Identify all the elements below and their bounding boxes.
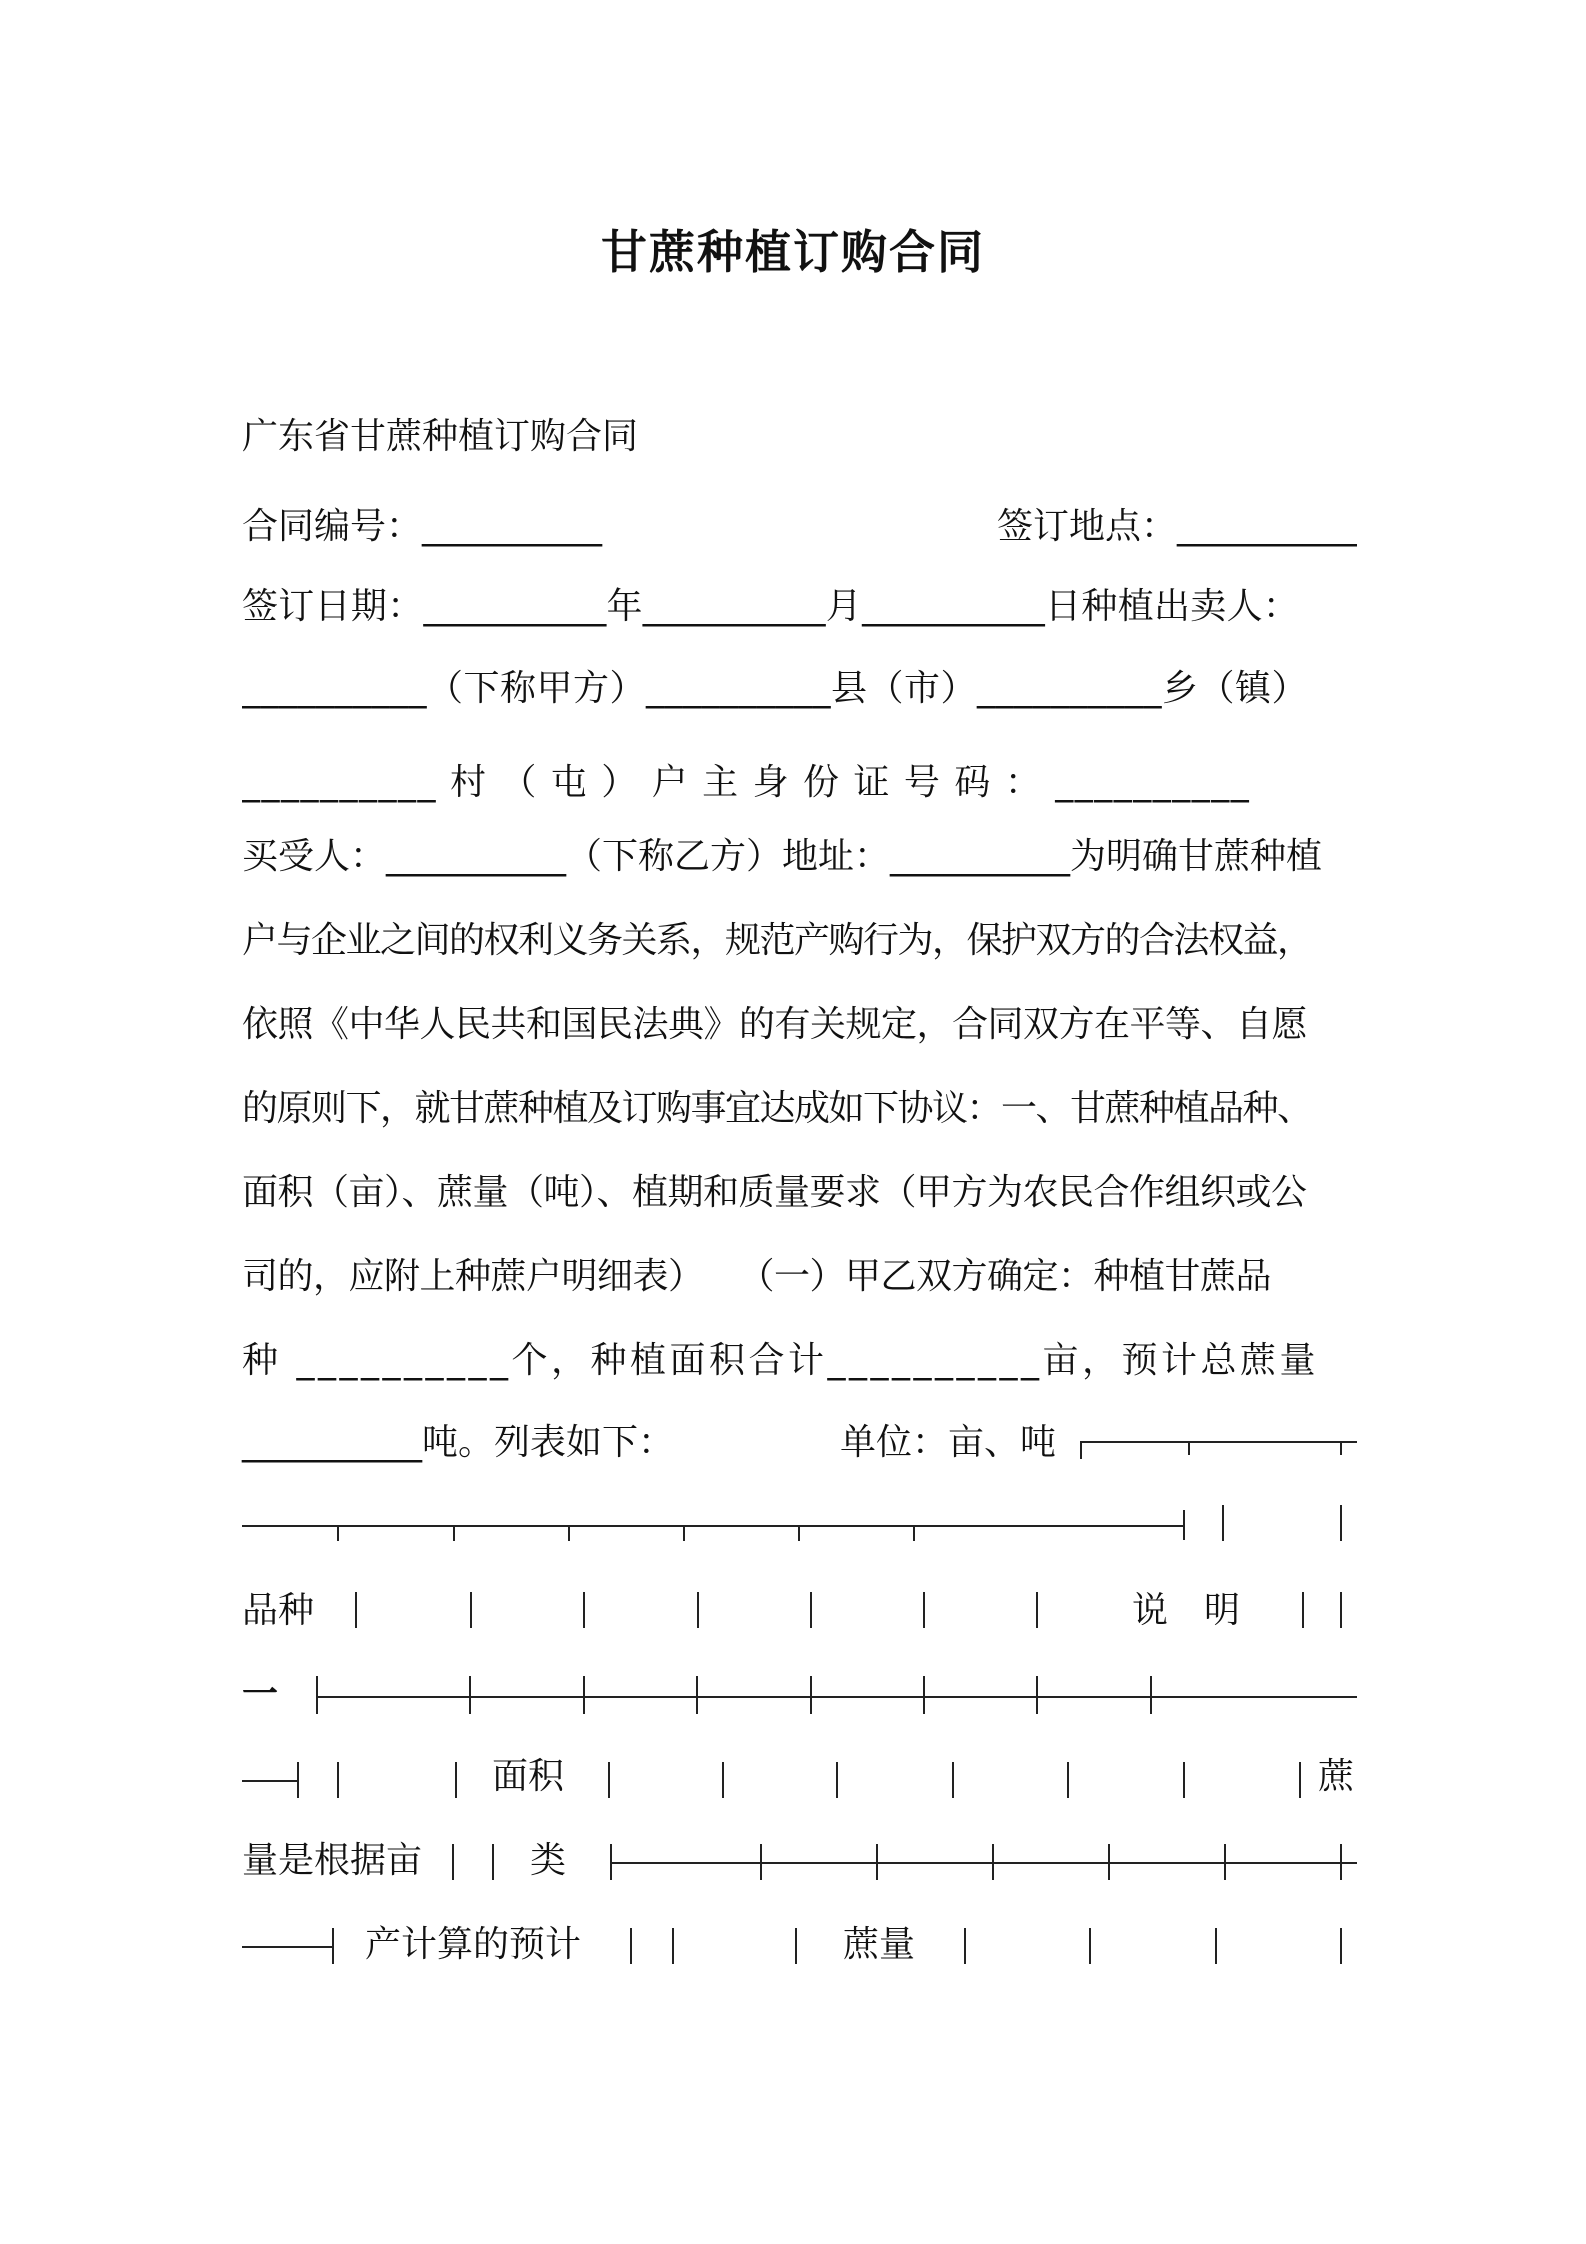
table-rule [455,1762,457,1798]
sign-place-field: 签订地点：__________ [996,506,1357,547]
table-rule [1183,1510,1185,1540]
table-cell-cane-amount: 蔗量 [843,1924,916,1965]
table-rule [1340,1928,1342,1964]
body-line-4: 买受人：__________（下称乙方）地址：__________为明确甘蔗种植 [242,836,1323,877]
table-rule [913,1525,915,1541]
table-cell-basis: 量是根据亩 [242,1840,423,1881]
table-rule [453,1525,455,1541]
table-rule [297,1762,299,1798]
table-rule [1215,1928,1217,1964]
table-rule [452,1844,454,1880]
subtitle: 广东省甘蔗种植订购合同 [242,416,639,457]
table-rule [337,1762,339,1798]
table-rule [1080,1441,1082,1459]
table-rule [583,1592,585,1628]
table-cell-calc: 产计算的预计 [365,1924,582,1965]
unit-label: 单位：亩、吨 [840,1422,1057,1463]
table-rule [1340,1505,1342,1541]
table-rule [964,1928,966,1964]
table-rule [952,1762,954,1798]
table-rule [1150,1676,1152,1714]
table-rule [316,1696,1357,1698]
table-rule [798,1525,800,1541]
table-rule [992,1844,994,1880]
table-rule [722,1762,724,1798]
table-rule [242,1780,297,1782]
table-rule [492,1844,494,1880]
table-rule [583,1676,585,1714]
table-rule [672,1928,674,1964]
table-rule [242,1946,332,1948]
table-rule [696,1676,698,1714]
contract-header-row [242,502,1357,552]
contract-number-field: 合同编号：__________ [242,506,603,547]
table-rule [337,1525,339,1541]
table-rule [683,1525,685,1541]
table-rule [610,1844,612,1880]
table-rule [316,1676,318,1714]
list-intro: __________吨。列表如下： [242,1422,675,1463]
table-rule [332,1928,334,1964]
table-rule [1036,1592,1038,1628]
table-rule [923,1676,925,1714]
table-rule [1188,1441,1190,1455]
table-rule [610,1862,1357,1864]
table-rule [242,1525,1185,1527]
table-rule [355,1592,357,1628]
table-rule [810,1592,812,1628]
table-cell-kind: 类 [530,1840,567,1881]
table-rule [1340,1441,1342,1455]
table-rule [470,1592,472,1628]
table-rule [923,1592,925,1628]
table-rule [697,1592,699,1628]
table-rule [1340,1844,1342,1880]
body-line-3: __________ 村 （ 屯 ） 户 主 身 份 证 号 码 ： __________ [242,762,1251,803]
body-line-9: 司的，应附上种蔗户明细表） （一）甲乙双方确定：种植甘蔗品 [242,1256,1272,1297]
table-rule [1089,1928,1091,1964]
body-line-5: 户与企业之间的权利义务关系，规范产购行为，保护双方的合法权益， [242,920,1312,961]
body-line-8: 面积（亩）、蔗量（吨）、植期和质量要求（甲方为农民合作组织或公 [242,1172,1307,1213]
table-rule [1340,1592,1342,1628]
table-cell-cane: 蔗 [1318,1756,1355,1797]
table-cell-explain: 说 明 [1132,1590,1241,1631]
body-line-1: 签订日期：__________年__________月__________日种植出卖人： [242,586,1300,627]
table-cell-one: 一 [242,1674,279,1715]
body-line-2: __________（下称甲方）__________县（市）__________乡（镇） [242,668,1309,709]
table-rule [795,1928,797,1964]
table-rule [1183,1762,1185,1798]
table-rule [1082,1441,1357,1443]
page-title: 甘蔗种植订购合同 [601,225,985,279]
table-rule [1224,1844,1226,1880]
body-line-10: 种 __________个，种植面积合计__________亩，预计总蔗量 [242,1340,1319,1381]
table-rule [1108,1844,1110,1880]
table-rule [1067,1762,1069,1798]
table-rule [836,1762,838,1798]
table-cell-variety: 品种 [242,1590,315,1631]
body-line-6: 依照《中华人民共和国民法典》的有关规定，合同双方在平等、自愿 [242,1004,1308,1045]
table-rule [1222,1505,1224,1541]
table-cell-area: 面积 [492,1756,565,1797]
body-line-7: 的原则下，就甘蔗种植及订购事宜达成如下协议：一、甘蔗种植品种、 [242,1088,1312,1129]
table-rule [1036,1676,1038,1714]
table-rule [876,1844,878,1880]
table-rule [1302,1592,1304,1628]
table-rule [608,1762,610,1798]
table-rule [630,1928,632,1964]
table-rule [568,1525,570,1541]
table-rule [469,1676,471,1714]
table-rule [1299,1762,1301,1798]
table-rule [760,1844,762,1880]
table-rule [810,1676,812,1714]
